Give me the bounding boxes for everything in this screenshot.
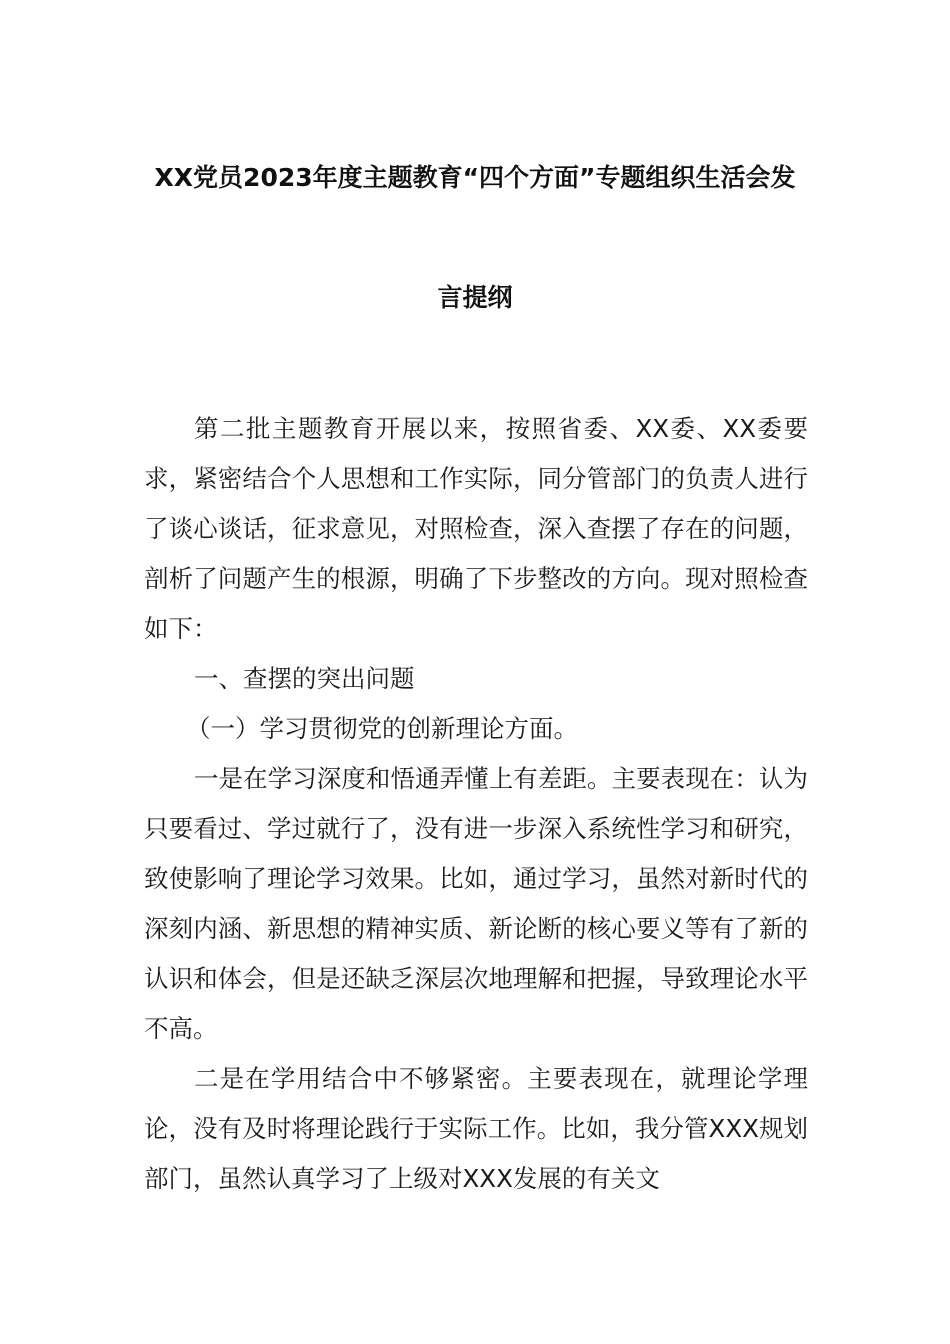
document-body bbox=[144, 404, 808, 1204]
document-title-line-1: XX党员2023年度主题教育“四个方面”专题组织生活会发 bbox=[154, 163, 796, 192]
document-title-line-2: 言提纲 bbox=[437, 283, 513, 312]
section-heading: 一、查摆的突出问题 bbox=[194, 664, 415, 693]
intro-paragraph: 第二批主题教育开展以来，按照省委、XX委、XX委要求，紧密结合个人思想和工作实际，同分管部门的负责人进行了谈心谈话，征求意见，对照检查，深入查摆了存在的问题，剖析了问题产生的根源，明确了下步整改的方向。现对照检查如下： bbox=[144, 414, 808, 643]
body-paragraph-1: 一是在学习深度和悟通弄懂上有差距。主要表现在：认为只要看过、学过就行了，没有进一步深入系统性学习和研究，致使影响了理论学习效果。比如，通过学习，虽然对新时代的深刻内涵、新思想的精神实质、新论断的核心要义等有了新的认识和体会，但是还缺乏深层次地理解和把握，导致理论水平不高。 bbox=[144, 764, 808, 1043]
subsection-heading: （一）学习贯彻党的创新理论方面。 bbox=[186, 714, 578, 743]
body-paragraph-2: 二是在学用结合中不够紧密。主要表现在，就理论学理论，没有及时将理论践行于实际工作。比如，我分管XXX规划部门，虽然认真学习了上级对XXX发展的有关文 bbox=[144, 1064, 808, 1193]
